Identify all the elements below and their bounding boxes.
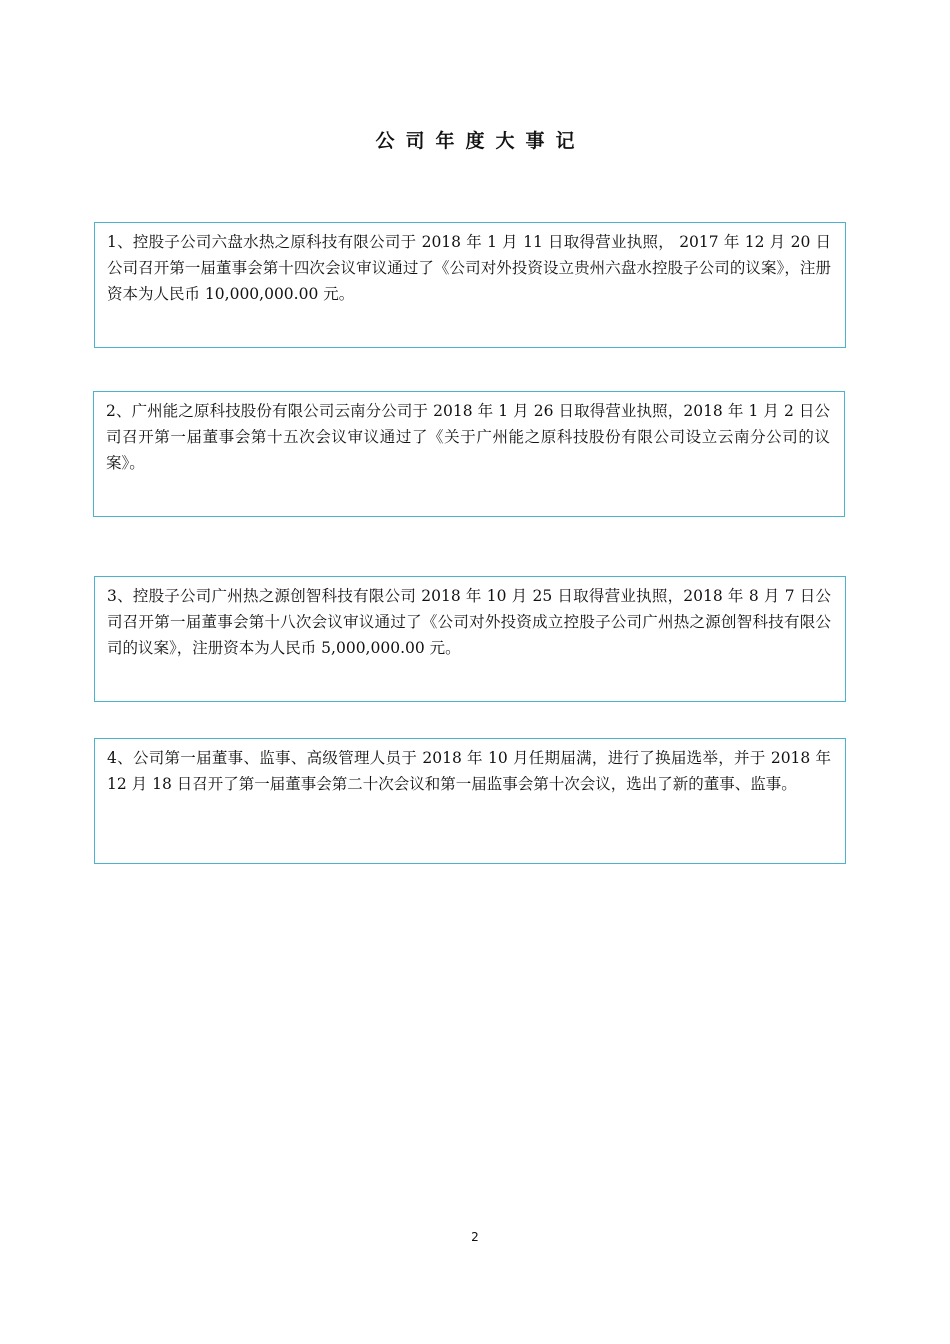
page-number: 2 (471, 1230, 479, 1244)
page-title: 公司年度大事记 (375, 130, 586, 152)
event-box-2 (93, 391, 845, 517)
event-box-4 (94, 738, 846, 864)
event-text-4: 4、公司第一届董事、监事、高级管理人员于 2018 年 10 月任期届满，进行了换届选举，并于 2018 年 12 月 18 日召开了第一届董事会第二十次会议和第一届监事会第十次会议，选出了新的董事、监事。 (107, 749, 831, 793)
event-box-1 (94, 222, 846, 348)
event-box-3 (94, 576, 846, 702)
event-text-1: 1、控股子公司六盘水热之原科技有限公司于 2018 年 1 月 11 日取得营业执照， 2017 年 12 月 20 日公司召开第一届董事会第十四次会议审议通过了《公司对外投资设立贵州六盘水控股子公司的议案》，注册资本为人民币 10,000,000.00 元。 (107, 233, 831, 303)
event-text-2: 2、广州能之原科技股份有限公司云南分公司于 2018 年 1 月 26 日取得营业执照，2018 年 1 月 2 日公司召开第一届董事会第十五次会议审议通过了《关于广州能之原科技股份有限公司设立云南分公司的议案》。 (106, 402, 830, 472)
event-text-3: 3、控股子公司广州热之源创智科技有限公司 2018 年 10 月 25 日取得营业执照，2018 年 8 月 7 日公司召开第一届董事会第十八次会议审议通过了《公司对外投资成立控股子公司广州热之源创智科技有限公司的议案》，注册资本为人民币 5,000,000.00 元。 (107, 587, 831, 657)
